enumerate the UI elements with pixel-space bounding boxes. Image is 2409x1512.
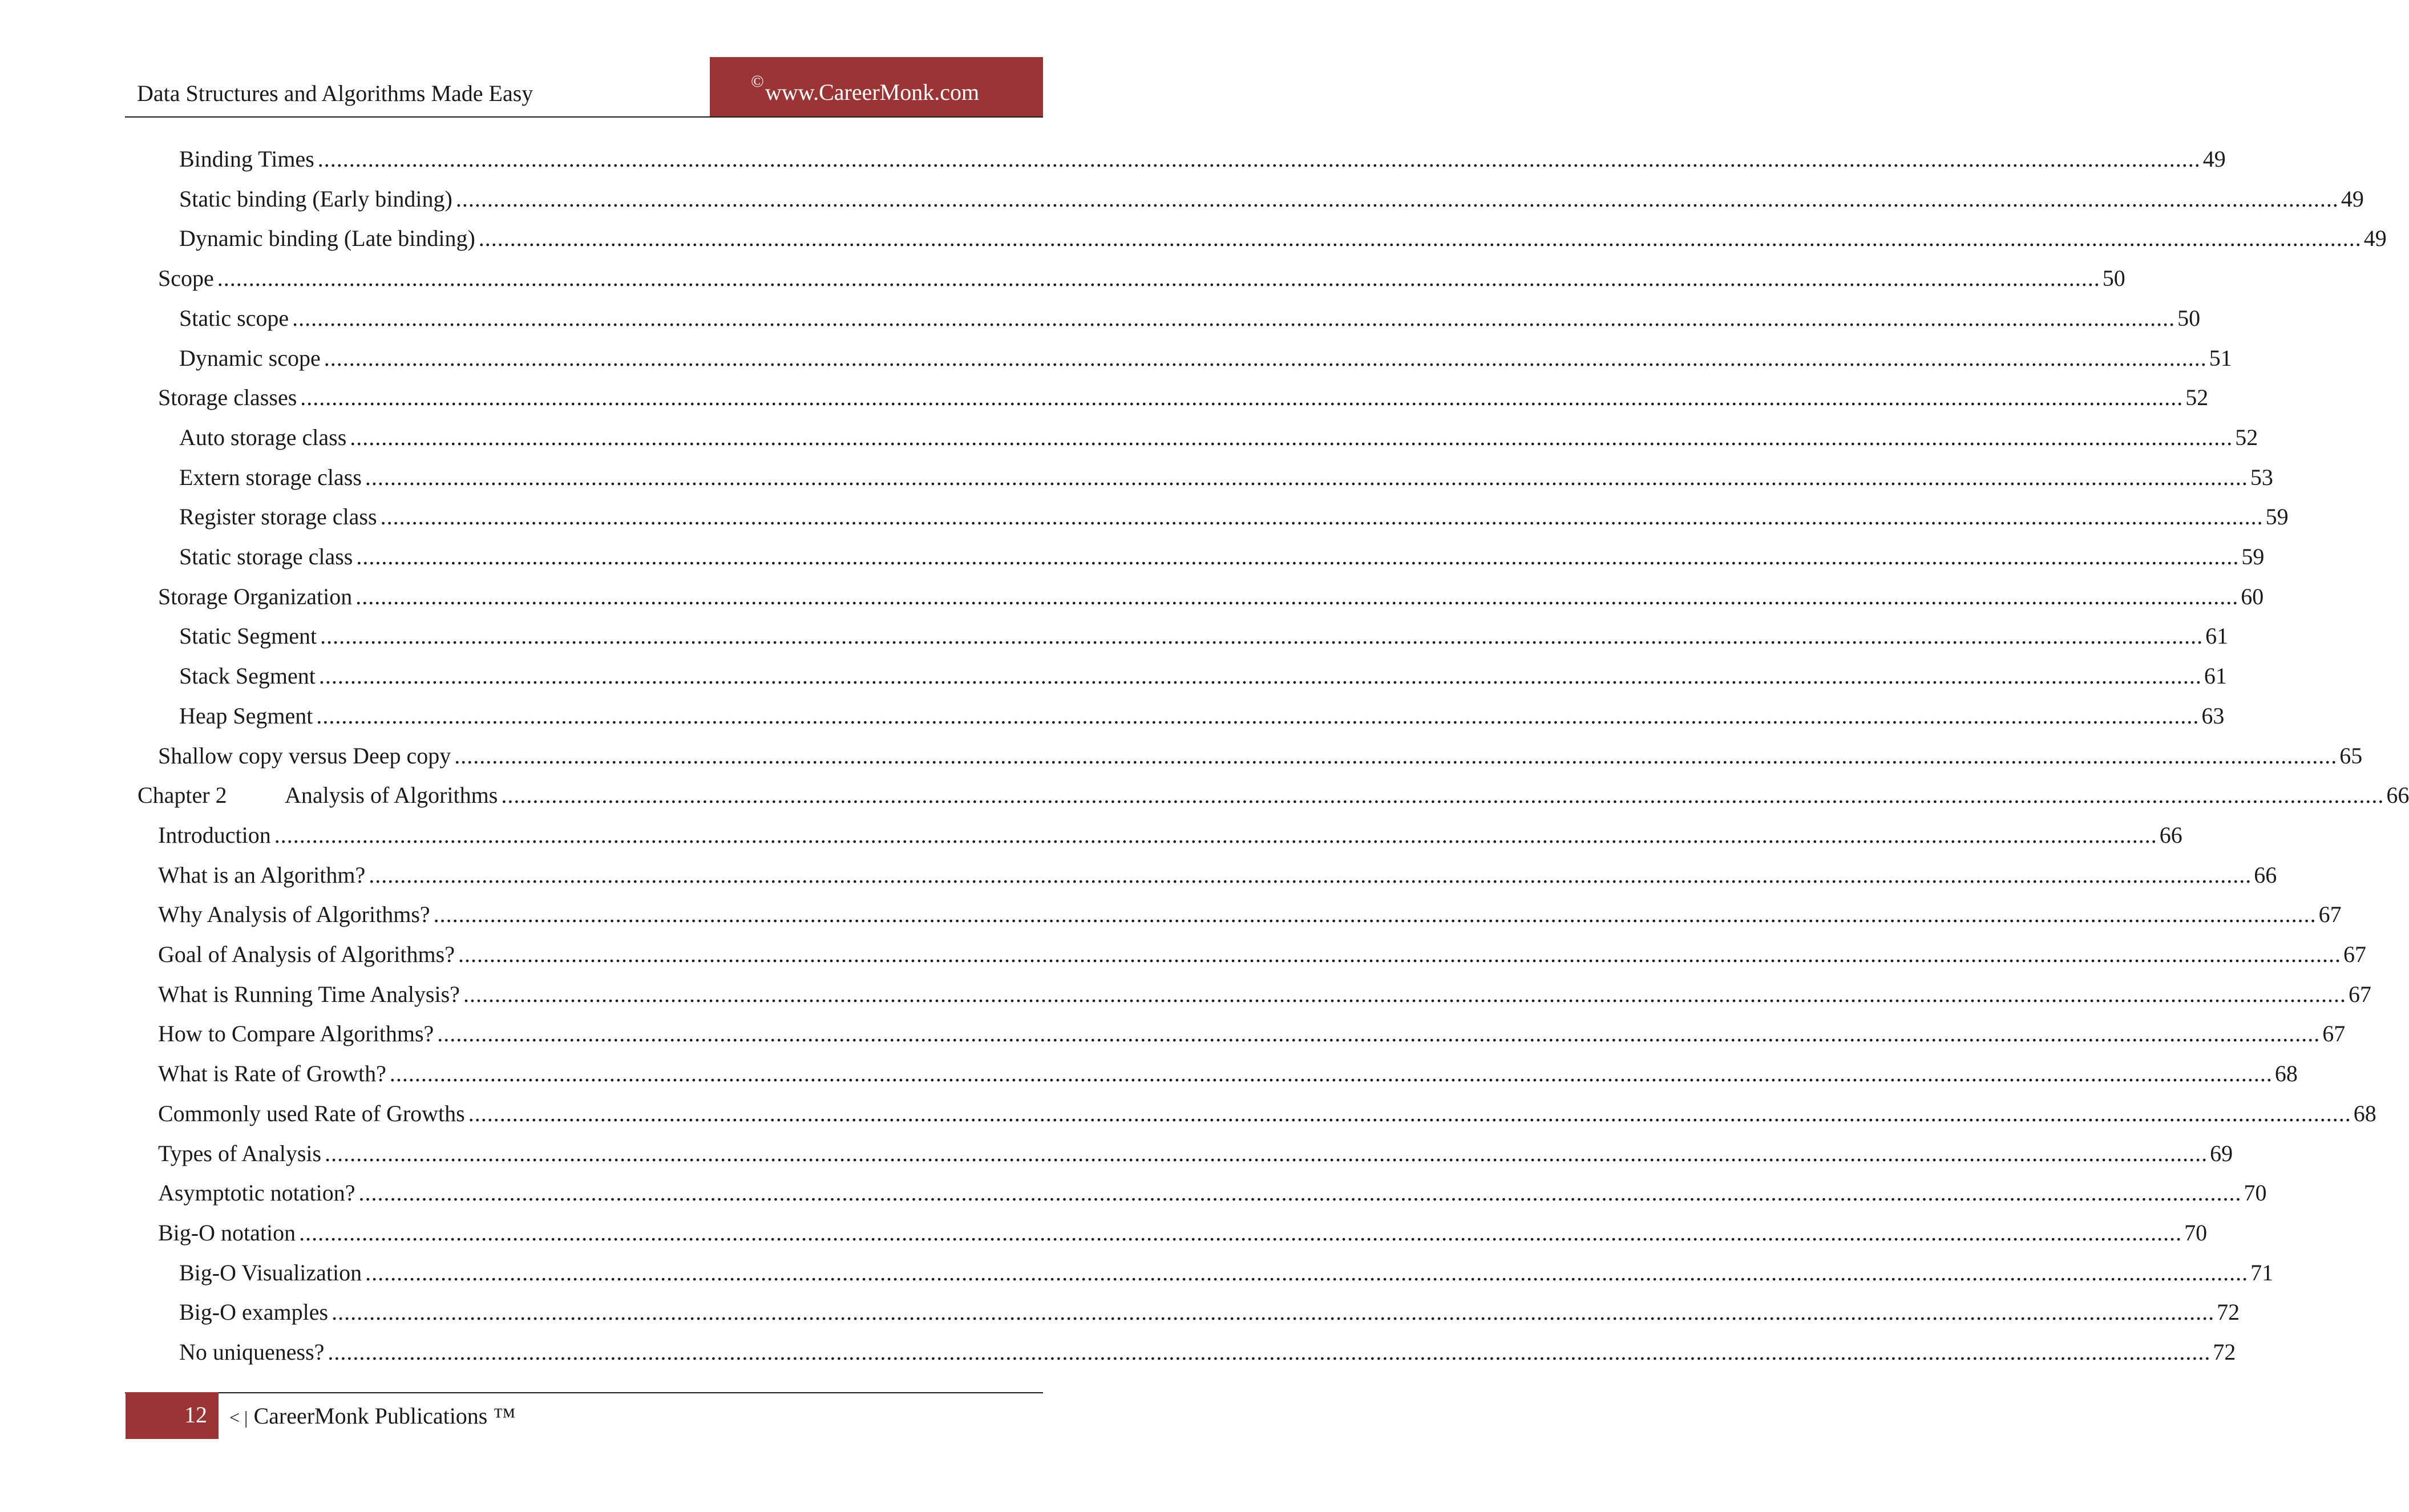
toc-entry[interactable] (179, 224, 2387, 253)
toc-page-number: 59 (2265, 504, 2289, 529)
dot-leader: ............................................................................................................................................................................................................................................................................................................ (328, 1339, 2211, 1365)
toc-entry-title: Stack Segment (179, 663, 316, 689)
toc-entry[interactable] (179, 184, 2364, 214)
toc-entry-title: What is Running Time Analysis? (158, 981, 460, 1007)
toc-page-number: 71 (2250, 1260, 2274, 1285)
dot-leader: ............................................................................................................................................................................................................................................................................................................ (433, 901, 2317, 927)
dot-leader: ............................................................................................................................................................................................................................................................................................................ (478, 225, 2362, 251)
nav-symbol: < | (229, 1407, 248, 1428)
toc-page-number: 49 (2363, 225, 2387, 251)
website-banner (710, 57, 1043, 118)
toc-entry-title: Storage Organization (158, 584, 353, 609)
toc-entry-title: Goal of Analysis of Algorithms? (158, 941, 455, 967)
toc-page-number: 60 (2241, 584, 2264, 609)
toc-entry-title (138, 781, 499, 810)
dot-leader: ............................................................................................................................................................................................................................................................................................................ (437, 1021, 2321, 1046)
dot-leader: ............................................................................................................................................................................................................................................................................................................ (501, 782, 2384, 808)
toc-entry[interactable] (158, 860, 2277, 890)
toc-page-number: 72 (2213, 1339, 2236, 1365)
toc-entry[interactable] (179, 1297, 2240, 1327)
page-number-badge (126, 1392, 219, 1439)
toc-entry[interactable] (179, 463, 2273, 492)
toc-page-number: 66 (2386, 782, 2409, 808)
toc-entry-title: What is Rate of Growth? (158, 1061, 386, 1086)
dot-leader: ............................................................................................................................................................................................................................................................................................................ (324, 345, 2207, 371)
toc-entry-title: Big-O examples (179, 1299, 329, 1325)
chapter-number: Chapter 2 (138, 782, 227, 808)
toc-entry-title: Why Analysis of Algorithms? (158, 901, 430, 927)
toc-entry-title: Register storage class (179, 504, 377, 529)
toc-entry[interactable] (179, 542, 2265, 572)
toc-entry[interactable] (158, 264, 2125, 293)
toc-entry-title: Types of Analysis (158, 1141, 322, 1166)
toc-entry[interactable] (158, 582, 2264, 612)
toc-entry[interactable] (158, 1139, 2233, 1169)
toc-entry-title: Dynamic scope (179, 345, 321, 371)
toc-entry[interactable] (158, 980, 2371, 1009)
toc-entry[interactable] (158, 383, 2209, 413)
dot-leader: ............................................................................................................................................................................................................................................................................................................ (365, 1260, 2249, 1285)
toc-entry-title: Static scope (179, 305, 289, 331)
toc-entry[interactable] (179, 423, 2258, 452)
toc-entry[interactable] (158, 1218, 2208, 1248)
toc-entry[interactable] (179, 661, 2227, 691)
dot-leader: ............................................................................................................................................................................................................................................................................................................ (463, 981, 2346, 1007)
toc-entry-title: Shallow copy versus Deep copy (158, 743, 451, 769)
toc-entry[interactable] (158, 1059, 2298, 1089)
dot-leader: ............................................................................................................................................................................................................................................................................................................ (292, 305, 2176, 331)
toc-entry-title: What is an Algorithm? (158, 862, 366, 888)
dot-leader: ............................................................................................................................................................................................................................................................................................................ (369, 862, 2252, 888)
toc-entry[interactable] (179, 343, 2232, 373)
toc-page-number: 66 (2159, 822, 2182, 848)
toc-entry-title: Binding Times (179, 146, 314, 172)
toc-entry[interactable] (158, 940, 2366, 969)
toc-entry[interactable] (158, 820, 2182, 850)
toc-page-number: 69 (2210, 1141, 2233, 1166)
toc-page-number: 49 (2341, 186, 2364, 212)
toc-page-number: 65 (2339, 743, 2363, 769)
toc-entry-title: No uniqueness? (179, 1339, 325, 1365)
toc-entry-title: Scope (158, 265, 214, 291)
toc-entry[interactable] (179, 304, 2201, 333)
dot-leader: ............................................................................................................................................................................................................................................................................................................ (355, 584, 2239, 609)
chapter-title: Analysis of Algorithms (285, 782, 498, 808)
toc-page-number: 72 (2217, 1299, 2240, 1325)
dot-leader: ............................................................................................................................................................................................................................................................................................................ (300, 385, 2184, 410)
toc-page-number: 70 (2184, 1220, 2208, 1246)
toc-entry-title: Auto storage class (179, 425, 347, 450)
toc-page-number: 70 (2244, 1180, 2267, 1206)
toc-entry[interactable] (158, 1099, 2376, 1129)
toc-page-number: 51 (2209, 345, 2232, 371)
toc-entry-title: Static storage class (179, 544, 353, 569)
dot-leader: ............................................................................................................................................................................................................................................................................................................ (274, 822, 2157, 848)
toc-entry[interactable] (158, 900, 2342, 929)
dot-leader: ............................................................................................................................................................................................................................................................................................................ (365, 464, 2248, 490)
dot-leader: ............................................................................................................................................................................................................................................................................................................ (316, 703, 2200, 729)
dot-leader: ............................................................................................................................................................................................................................................................................................................ (389, 1061, 2273, 1086)
toc-entry-title: Extern storage class (179, 464, 362, 490)
toc-entry-title: Big-O Visualization (179, 1260, 362, 1285)
page-number: 12 (184, 1402, 207, 1428)
dot-leader: ............................................................................................................................................................................................................................................................................................................ (318, 663, 2202, 689)
toc-page-number: 61 (2204, 663, 2227, 689)
toc-page-number: 67 (2322, 1021, 2346, 1046)
toc-entry-title: Dynamic binding (Late binding) (179, 225, 475, 251)
toc-entry[interactable] (179, 1337, 2236, 1367)
toc-page-number: 50 (2177, 305, 2201, 331)
toc-page-number: 52 (2235, 425, 2258, 450)
dot-leader: ............................................................................................................................................................................................................................................................................................................ (455, 186, 2339, 212)
dot-leader: ............................................................................................................................................................................................................................................................................................................ (350, 425, 2233, 450)
dot-leader: ............................................................................................................................................................................................................................................................................................................ (458, 941, 2341, 967)
toc-entry-title: Static Segment (179, 623, 317, 649)
toc-page-number: 50 (2102, 265, 2125, 291)
dot-leader: ............................................................................................................................................................................................................................................................................................................ (320, 623, 2204, 649)
toc-entry-title: How to Compare Algorithms? (158, 1021, 434, 1046)
toc-entry[interactable] (179, 1258, 2274, 1288)
toc-page-number: 53 (2250, 464, 2273, 490)
toc-entry[interactable] (179, 621, 2229, 651)
footer-publisher (229, 1402, 516, 1431)
toc-entry-title: Commonly used Rate of Growths (158, 1101, 465, 1126)
toc-entry-title: Storage classes (158, 385, 297, 410)
dot-leader: ............................................................................................................................................................................................................................................................................................................ (325, 1141, 2208, 1166)
toc-page-number: 63 (2201, 703, 2225, 729)
toc-entry-title: Static binding (Early binding) (179, 186, 452, 212)
publisher-name: CareerMonk Publications ™ (253, 1403, 516, 1429)
header-divider (125, 116, 1043, 118)
dot-leader: ............................................................................................................................................................................................................................................................................................................ (454, 743, 2338, 769)
dot-leader: ............................................................................................................................................................................................................................................................................................................ (217, 265, 2100, 291)
toc-page-number: 61 (2205, 623, 2229, 649)
toc-entry[interactable] (179, 701, 2225, 731)
toc-entry-title: Heap Segment (179, 703, 313, 729)
toc-page-number: 67 (2343, 941, 2366, 967)
toc-entry[interactable] (158, 1178, 2267, 1208)
dot-leader: ............................................................................................................................................................................................................................................................................................................ (299, 1220, 2182, 1246)
toc-page-number: 67 (2318, 901, 2342, 927)
toc-entry-title: Asymptotic notation? (158, 1180, 355, 1206)
toc-page-number: 52 (2185, 385, 2209, 410)
toc-page-number: 59 (2241, 544, 2265, 569)
toc-entry-title: Introduction (158, 822, 271, 848)
toc-page-number: 66 (2254, 862, 2277, 888)
toc-page-number: 68 (2353, 1101, 2376, 1126)
toc-entry[interactable] (158, 741, 2363, 771)
website-link[interactable]: www.CareerMonk.com (765, 79, 980, 105)
dot-leader: ............................................................................................................................................................................................................................................................................................................ (317, 146, 2201, 172)
dot-leader: ............................................................................................................................................................................................................................................................................................................ (380, 504, 2264, 529)
dot-leader: ............................................................................................................................................................................................................................................................................................................ (332, 1299, 2215, 1325)
toc-page-number: 49 (2202, 146, 2226, 172)
dot-leader: ............................................................................................................................................................................................................................................................................................................ (356, 544, 2240, 569)
toc-entry[interactable] (179, 144, 2226, 174)
toc-entry[interactable] (179, 502, 2289, 532)
toc-entry[interactable] (158, 1019, 2346, 1049)
dot-leader: ............................................................................................................................................................................................................................................................................................................ (358, 1180, 2242, 1206)
copyright-symbol: © (751, 72, 764, 91)
book-title: Data Structures and Algorithms Made Easy (137, 80, 533, 106)
footer-divider (125, 1392, 1043, 1393)
toc-entry-title: Big-O notation (158, 1220, 296, 1246)
toc-page-number: 68 (2274, 1061, 2298, 1086)
toc-chapter-entry[interactable] (138, 781, 2409, 810)
toc-page-number: 67 (2348, 981, 2371, 1007)
dot-leader: ............................................................................................................................................................................................................................................................................................................ (468, 1101, 2351, 1126)
